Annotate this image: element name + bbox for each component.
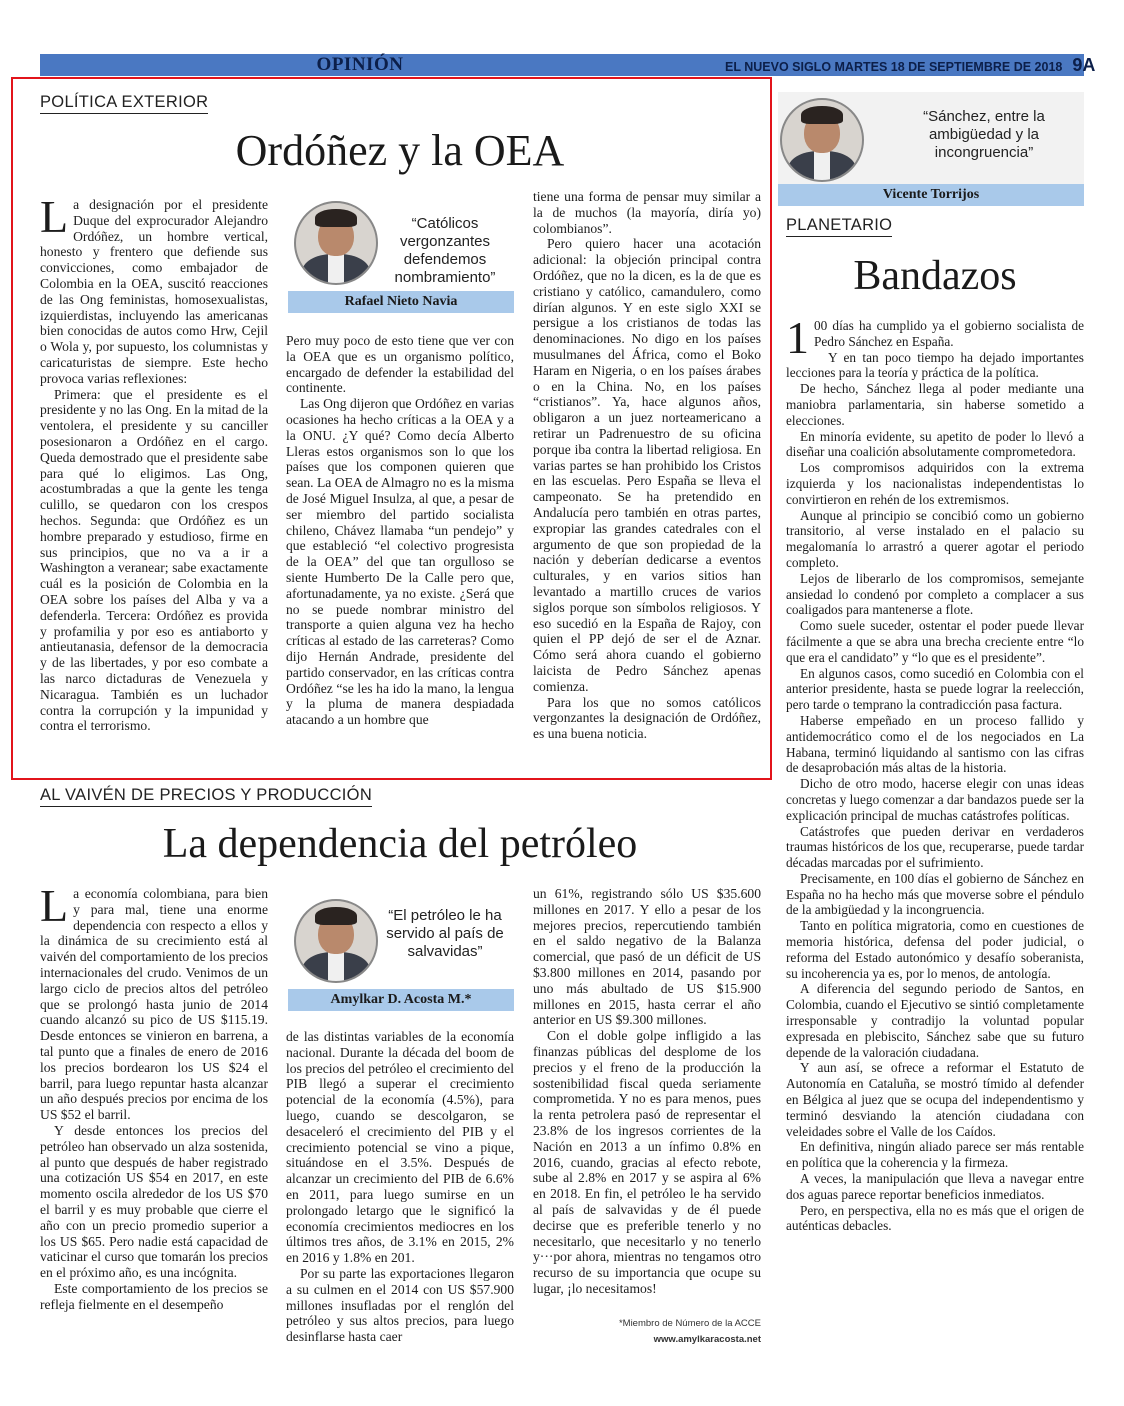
author-name: Rafael Nieto Navia [288, 291, 514, 313]
paragraph: Aunque al principio se concibió como un gobierno transitorio, al verse instalado en el palacio su megalomanía lo arrastró a querer agotar el periodo completo. [786, 507, 1084, 570]
article1-title: Ordóñez y la OEA [235, 126, 565, 175]
article2-section: AL VAIVÉN DE PRECIOS Y PRODUCCIÓN [40, 786, 372, 807]
page-header [40, 54, 1096, 76]
paragraph: A diferencia del segundo periodo de Santos, en Colombia, cuando el Ejecutivo se sintió completamente irresponsable y contradijo la voluntad popular expresada en plebiscito, Sánchez sabe que su futuro depende de la valoración ciudadana. [786, 981, 1084, 1060]
paragraph: Y aun así, se ofrece a reformar el Estatuto de Autonomía en Cataluña, se mostró tímido al defender en Bélgica al juez que se ocupa del independentismo y terminó desviando la atención ciudadana con veleidades sobre el Valle de los Caídos. [786, 1060, 1084, 1139]
dropcap: L [40, 880, 69, 931]
pull-quote: “El petróleo le ha servido al país de salvavidas” [386, 907, 504, 960]
paragraph: Con el doble golpe infligido a las finanzas públicas del desplome de los precios y el freno de la producción la sostenibilidad fiscal queda seriamente comprometida. Y no es para menos, pues la renta petrolera pasó de representar el 23.8% de los ingresos corrientes de la Nación en 2013 a un ínfimo 0.8% en 2016, cuando, gracias al efecto rebote, sube al 2.8% en 2017 y se aspira al 6% en 2018. En fin, el petróleo le ha servido al país de salvavidas y de él puede decirse que es preferible tenerlo y no necesitarlo, que necesitarlo y no tenerlo y···por ahora, mientras no tengamos otro recurso de su importancia que ocupe su lugar, ¡lo necesitamos! [533, 1028, 761, 1296]
paragraph: un 61%, registrando sólo US $35.600 millones en 2017. Y ello a pesar de los mejores precios, repercutiendo también en el saldo negativo de la Balanza comercial, que pasó de un déficit de US $3.800 millones en 2014, pasando por uno más abultado de US $15.900 millones en 2015, hasta cerrar el año anterior en US $9.300 millones. [533, 886, 761, 1028]
pull-quote: “Sánchez, entre la ambigüedad y la incongruencia” [923, 108, 1045, 161]
paragraph: Haberse empeñado en un proceso fallido y antidemocrático como el de los negociados en La Habana, terminó liquidando al santismo con las cifras de desaprobación más altas de la historia. [786, 712, 1084, 776]
paragraph: De hecho, Sánchez llega al poder mediante una maniobra parlamentaria, sin haberse sometido a elecciones. [786, 381, 1084, 428]
paragraph: Primera: que el presidente es el presidente y no las Ong. En la mitad de la ventolera, el presidente y su canciller posesionaron a Ordóñez en el cargo. Queda demostrado que el presidente sabe para qué lo eligimos. Las Ong, acostumbradas a que la gente les tenga culillo, se quedaron con los crespos hechos. Segunda: que Ordóñez es un hombre preparado y estudioso, firme en sus principios, que no va a ir a Washington a veranear; sabe exactamente cuál es la posición de Colombia en la OEA sobre los países del Alba y va a defenderla. Tercera: Ordóñez es provida y profamilia y por eso es antiaborto y antieutanasia, defensor de la democracia y de las libertades, y por eso combate a las narco dictaduras de Venezuela y Nicaragua. También es un luchador contra la corrupción y la impunidad y contra el terrorismo. [40, 386, 268, 734]
article1-column-3 [533, 189, 761, 742]
paragraph: Lejos de liberarlo de los compromisos, semejante ansiedad lo condenó por completo a complacer a sus coaligados para mantenerse a flote. [786, 570, 1084, 618]
footnote-membership: *Miembro de Número de la ACCE [618, 1318, 761, 1329]
dropcap: 1 [786, 312, 809, 363]
masthead-date: EL NUEVO SIGLO MARTES 18 DE SEPTIEMBRE DE 2018 [725, 60, 1063, 74]
paragraph: a economía colombiana, para bien y para mal, tiene una enorme dependencia con respecto a ellos y la dinámica de su crecimiento está al vaivén del comportamiento de los precios internacionales del crudo. Venimos de un largo ciclo de precios altos del petróleo que se prolongó hasta junio de 2014 cuando alcanzó su pico de US $115.19. Desde entonces se vinieron en barrena, a tal punto que a finales de enero de 2016 los precios bordearon los US $24 el barril, para luego repuntar hasta alcanzar un año después precios por encima de los US $52 el barril. [40, 886, 268, 1123]
paragraph: Los compromisos adquiridos con la extrema izquierda y los nacionalistas independentistas lo convirtieron en rehén de los extremismos. [786, 460, 1084, 507]
masthead [725, 54, 1095, 76]
paragraph: A veces, la manipulación que lleva a navegar entre dos aguas parece reportar beneficios inmediatos. [786, 1171, 1084, 1202]
paragraph: Pero quiero hacer una acotación adicional: la objeción principal contra Ordóñez, que no la dicen, es la de que es cristiano y católico, camandulero, como dirían algunos. Y en este siglo XXI se persigue a los cristianos de todas las denominaciones. No digo en los países musulmanes del África, como el Boko Haram en Nigeria, o en los países árabes o en la China. No, en los países “cristianos”. Ya, hace algunos años, obligaron a un juez norteamericano a retirar un Padrenuestro de su oficina porque iba contra la libertad religiosa. En varias partes se han prohibido los Cristos en las escuelas. Pero España se lleva el campeonato. Se ha pretendido en Andalucía pero también en otras partes, expropiar las grandes catedrales con el argumento de que son propiedad de la nación y deberían dedicarse a eventos culturales, y en varios sitios han levantado a martillo cruces de varios siglos porque son símbolos religiosos. Y eso sucedió en la España de Rajoy, con quien el PP dejó de ser el de Aznar. Cómo será ahora cuando el gobierno laicista de Pedro Sánchez apenas comienza. [533, 236, 761, 694]
author-photo [294, 899, 378, 983]
paragraph: Dicho de otro modo, hacerse elegir con unas ideas concretas y luego comenzar a dar bandazos puede ser la explicación principal de muchas catástrofes políticas. [786, 776, 1084, 823]
article2-title: La dependencia del petróleo [162, 821, 638, 867]
paragraph: de las distintas variables de la economía nacional. Durante la década del boom de los precios del petróleo el crecimiento del PIB llegó a superar el crecimiento potencial de la economía (4.5%), para luego, cuando se descolgaron, se desaceleró el crecimiento del PIB y el crecimiento potencial se vino a pique, situándose en el 3.5%. Después de alcanzar un crecimiento del PIB de 6.6% en 2011, para luego sumirse en un prolongado letargo que le significó la economía crecimientos mediocres en los últimos tres años, de 3.1% en 2015, 2% en 2016 y 1.8% en 201. [286, 1029, 514, 1266]
article2-column-3 [533, 886, 761, 1297]
paragraph: Y desde entonces los precios del petróleo han observado un alza sostenida, al punto que después de haber registrado una cotización US $54 en 2017, en este momento oscila alrededor de los US $70 el barril y es muy probable que cierre el año con un precio promedio superior a los US $65. Pero nadie está capacidad de vaticinar el curso que tomarán los precios en el próximo año, es una incógnita. [40, 1122, 268, 1281]
author-box-nieto [288, 195, 514, 313]
paragraph: Precisamente, en 100 días el gobierno de Sánchez en España no ha hecho más que moverse sobre el péndulo de la ambigüedad y la incongruencia. [786, 870, 1084, 918]
article1-column-1 [40, 191, 268, 734]
paragraph: En definitiva, ningún aliado parece ser más rentable en política que la coherencia y la firmeza. [786, 1139, 1084, 1171]
paragraph: Este comportamiento de los precios se refleja fielmente en el desempeño [40, 1280, 268, 1312]
page-number: 9A [1072, 55, 1096, 75]
author-photo [294, 201, 378, 285]
paragraph: En algunos casos, como sucedió en Colombia con el anterior presidente, hasta se puede lograr la reelección, pero tarde o temprano la contradicción pasa factura. [786, 665, 1084, 713]
paragraph: En minoría evidente, su apetito de poder lo llevó a diseñar una coalición absolutamente comprometedora. [786, 428, 1084, 460]
footnote-website: www.amylkaracosta.net [653, 1334, 761, 1345]
paragraph: Como suele suceder, ostentar el poder puede llevar fácilmente a que se abra una brecha creciente entre “lo que era el candidato” y “lo que es el presidente”. [786, 618, 1084, 665]
paragraph: tiene una forma de pensar muy similar a la de muchos (la mayoría, diría yo) colombianos”. [533, 189, 761, 236]
author-name: Amylkar D. Acosta M.* [288, 989, 514, 1011]
article2-column-1 [40, 880, 268, 1313]
paragraph: Las Ong dijeron que Ordóñez en varias ocasiones ha hecho críticas a la OEA y a la ONU. ¿Y qué? Como decía Alberto Lleras estos organismos son lo que los países que los componen quieren que sean. La OEA de Almagro no es la misma de José Miguel Insulza, al que, a pesar de ser miembro del partido socialista chileno, Chávez llamaba “un pendejo” y que estableció “el colectivo progresista de la OEA” del que tan orgulloso se siente Humberto De la Calle pero que, afortunadamente, ya no existe. ¿Será que no se puede nombrar ministro del transporte a quien alguna vez ha hecho críticas al estado de las carreteras? Como dijo Hernán Andrade, presidente del partido conservador, en las críticas contra Ordóñez “se les ha ido la mano, la lengua y la pluma de manera despiadada atacando a un hombre que [286, 396, 514, 728]
author-box-acosta [288, 893, 514, 1011]
paragraph: Por su parte las exportaciones llegaron a su culmen en el 2014 con US $57.900 millones insufladas por el renglón del petróleo y sus altos precios, para luego desinflarse hasta caer [286, 1265, 514, 1345]
dropcap: L [40, 191, 69, 242]
author-box-torrijos [778, 92, 1084, 206]
paragraph: Pero muy poco de esto tiene que ver con la OEA que es un organismo político, encargado de defender la estabilidad del continente. [286, 333, 514, 396]
article1-column-2 [286, 333, 514, 728]
paragraph: a designación por el presidente Duque del exprocurador Alejandro Ordóñez, un hombre vertical, honesto y frentero que defiende sus convicciones, como embajador de Colombia en la OEA, suscitó reacciones de las Ong feministas, homosexualistas, izquierdistas, incluyendo las americanas bien conocidas de autos como Hrw, Cejil o Wola y, por supuesto, los columnistas y caricaturistas de siempre. Este hecho provoca varias reflexiones: [40, 197, 268, 386]
section-title: OPINIÓN [316, 54, 404, 75]
paragraph: Tanto en política migratoria, como en cuestiones de memoria histórica, defensa del poder judicial, o reforma del Estado autonómico y desafío soberanista, su incoherencia ya es, por lo menos, de antología. [786, 918, 1084, 981]
paragraph: Y en tan poco tiempo ha dejado importantes lecciones para la teoría y práctica de la política. [786, 349, 1084, 381]
article3-title: Bandazos [853, 253, 1017, 299]
paragraph: Pero, en perspectiva, ella no es más que el origen de auténticas debacles. [786, 1202, 1084, 1234]
article3-body [786, 312, 1084, 1234]
author-photo [780, 98, 864, 182]
article2-column-2 [286, 1029, 514, 1345]
author-name: Vicente Torrijos [778, 184, 1084, 206]
article1-section: POLÍTICA EXTERIOR [40, 93, 208, 114]
pull-quote: “Católicos vergonzantes defendemos nombramiento” [394, 215, 496, 286]
paragraph: Para los que no somos católicos vergonzantes la designación de Ordóñez, es una buena noticia. [533, 694, 761, 742]
paragraph: Catástrofes que pueden derivar en verdaderos traumas históricos de los que, recuperarse, puede tardar décadas marcadas por el sufrimiento. [786, 823, 1084, 871]
paragraph: 00 días ha cumplido ya el gobierno socialista de Pedro Sánchez en España. [814, 318, 1084, 349]
article3-section: PLANETARIO [786, 216, 892, 237]
